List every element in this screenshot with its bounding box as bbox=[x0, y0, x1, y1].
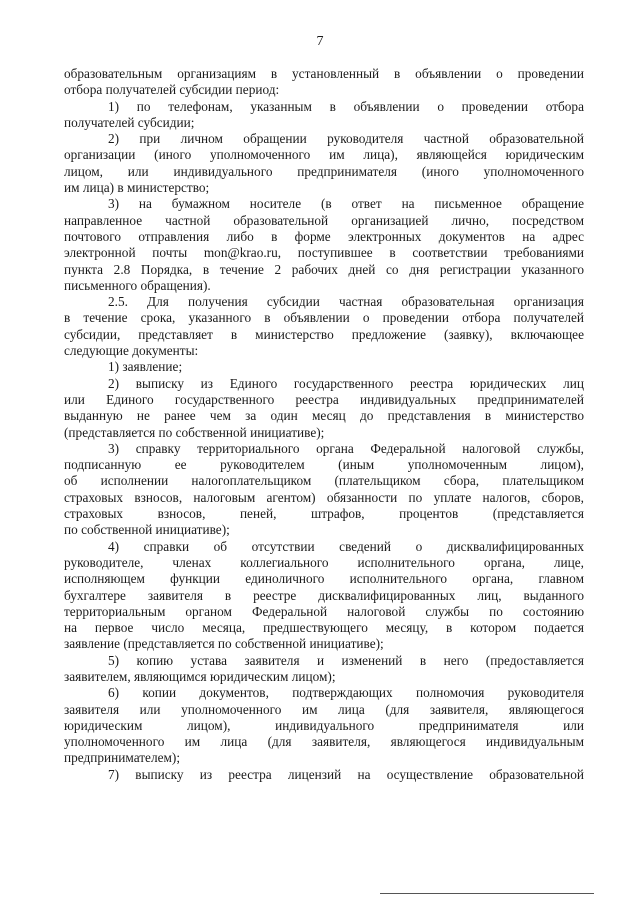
text-line: письменного обращения). bbox=[64, 277, 211, 293]
text-line: образовательным организациям в установленный в объявлении о проведении bbox=[64, 66, 584, 81]
text-line: на первое число месяца, предшествующего месяцу, в котором подается bbox=[64, 620, 584, 636]
text-line: в течение срока, указанного в объявлении о проведении отбора получателей bbox=[64, 310, 584, 326]
text-line: страховых взносов, пеней, штрафов, процентов (представляется bbox=[64, 506, 584, 522]
text-line: 2) при личном обращении руководителя частной образовательной bbox=[108, 131, 584, 147]
text-line: субсидии, представляет в министерство предложение (заявку), включающее bbox=[64, 326, 584, 342]
text-line: 1) по телефонам, указанным в объявлении о проведении отбора bbox=[108, 98, 584, 114]
text-line: организации (иного уполномоченного им лица), являющейся юридическим bbox=[64, 147, 584, 163]
text-line: (представляется по собственной инициативе); bbox=[64, 424, 325, 440]
text-line: 5) копию устава заявителя и изменений в него (предоставляется bbox=[108, 652, 584, 668]
text-line: им лица) в министерство; bbox=[64, 180, 210, 196]
text-line: почтового отправления либо в форме электронных документов на адрес bbox=[64, 228, 584, 244]
text-line: исполняющем функции единоличного исполнительного органа, главном bbox=[64, 571, 584, 587]
text-line: заявление (представляется по собственной инициативе); bbox=[64, 636, 384, 652]
text-line: страховых взносов, налоговым агентом) обязанности по уплате налогов, сборов, bbox=[64, 489, 584, 505]
text-line: получателей субсидии; bbox=[64, 114, 195, 130]
text-line: выданную не ранее чем за один месяц до представления в министерство bbox=[64, 408, 584, 424]
text-line: заявителем, являющимся юридическим лицом); bbox=[64, 668, 336, 684]
bottom-divider bbox=[380, 893, 594, 894]
text-line: 6) копии документов, подтверждающих полномочия руководителя bbox=[108, 685, 584, 701]
text-line: 3) справку территориального органа Федеральной налоговой службы, bbox=[108, 440, 584, 456]
text-line: 2.5. Для получения субсидии частная образовательная организация bbox=[108, 294, 584, 310]
text-line: 7) выписку из реестра лицензий на осуществление образовательной bbox=[108, 766, 584, 782]
text-line: юридическим лицом), индивидуального предпринимателя или bbox=[64, 717, 584, 733]
text-line: по собственной инициативе); bbox=[64, 522, 230, 538]
text-line: заявителя или уполномоченного им лица (для заявителя, являющегося bbox=[64, 701, 584, 717]
text-line: или Единого государственного реестра индивидуальных предпринимателей bbox=[64, 391, 584, 407]
text-line: отбора получателей субсидии период: bbox=[64, 82, 280, 98]
text-line: пункта 2.8 Порядка, в течение 2 рабочих дней со дня регистрации указанного bbox=[64, 261, 584, 277]
text-line: 1) заявление; bbox=[108, 359, 183, 375]
text-line: бухгалтере заявителя в реестре дисквалифицированных лиц, выданного bbox=[64, 587, 584, 603]
text-line: 2) выписку из Единого государственного реестра юридических лиц bbox=[108, 375, 584, 391]
text-block bbox=[64, 66, 584, 783]
text-line: лицом, или индивидуального предпринимателя (иного уполномоченного bbox=[64, 163, 584, 179]
text-line: электронной почты mon@krao.ru, поступившее в соответствии требованиями bbox=[64, 245, 584, 261]
text-line: руководителе, членах коллегиального исполнительного органа, лице, bbox=[64, 554, 584, 570]
text-line: об исполнении налогоплательщиком (плательщиком сбора, плательщиком bbox=[64, 473, 584, 489]
page-number: 7 bbox=[316, 34, 324, 49]
text-line: территориальным органом Федеральной налоговой службы по состоянию bbox=[64, 603, 584, 619]
text-line: 4) справки об отсутствии сведений о дисквалифицированных bbox=[108, 538, 584, 554]
text-line: следующие документы: bbox=[64, 343, 199, 359]
document-body bbox=[64, 66, 584, 783]
text-line: уполномоченного им лица (для заявителя, являющегося индивидуальным bbox=[64, 734, 584, 750]
text-line: подписанную ее руководителем (иным уполномоченным лицом), bbox=[64, 457, 584, 473]
text-line: 3) на бумажном носителе (в ответ на письменное обращение bbox=[108, 196, 584, 212]
text-line: предпринимателем); bbox=[64, 750, 181, 766]
text-line: направленное частной образовательной организацией лично, посредством bbox=[64, 212, 584, 228]
